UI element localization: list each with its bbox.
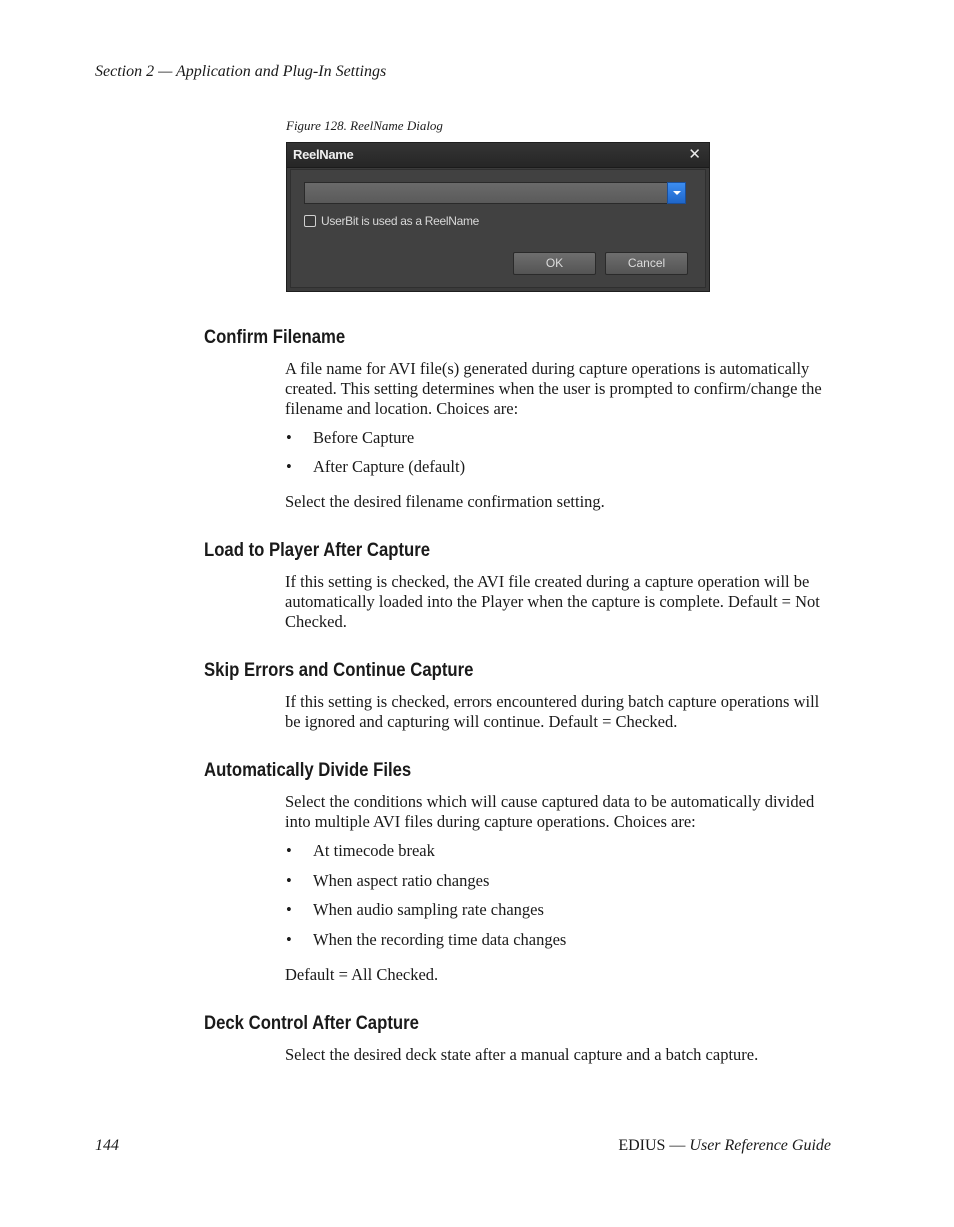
- dialog-title: ReelName: [293, 147, 354, 162]
- userbit-checkbox[interactable]: [304, 215, 316, 227]
- list-item: • After Capture (default): [286, 457, 466, 476]
- dropdown-button[interactable]: [667, 182, 686, 204]
- list-item: • Before Capture: [286, 428, 415, 447]
- heading-confirm-filename: Confirm Filename: [204, 327, 346, 348]
- dialog-body: [290, 169, 706, 288]
- list-item: • When aspect ratio changes: [286, 871, 490, 890]
- userbit-checkbox-row[interactable]: [304, 214, 479, 228]
- list-item: • When audio sampling rate changes: [286, 900, 544, 919]
- para-divide-files: Select the conditions which will cause captured data to be automatically divided into multiple AVI files during capture operations. Choices are:: [285, 792, 815, 831]
- running-header: Section 2 — Application and Plug-In Settings: [95, 63, 387, 80]
- list-item: • When the recording time data changes: [286, 930, 567, 949]
- para-skip-errors: If this setting is checked, errors encountered during batch capture operations will be ignored and capturing will continue. Default = Checked.: [285, 692, 820, 731]
- close-icon[interactable]: ✕: [688, 146, 701, 163]
- chevron-down-icon: [673, 191, 681, 195]
- para-confirm-filename: A file name for AVI file(s) generated during capture operations is automatically created. This setting determines when the user is prompted to confirm/change the filename and location. Choices are:: [285, 359, 822, 418]
- heading-deck-control: Deck Control After Capture: [204, 1013, 419, 1034]
- para-confirm-after: Select the desired filename confirmation setting.: [285, 492, 605, 511]
- running-footer: EDIUS — User Reference Guide: [618, 1137, 831, 1154]
- dialog-titlebar[interactable]: [287, 143, 709, 168]
- para-divide-after: Default = All Checked.: [285, 965, 439, 984]
- para-deck-control: Select the desired deck state after a manual capture and a batch capture.: [285, 1045, 759, 1064]
- heading-load-to-player: Load to Player After Capture: [204, 540, 431, 561]
- reelname-dialog: [286, 142, 710, 292]
- heading-divide-files: Automatically Divide Files: [204, 760, 412, 781]
- ok-button[interactable]: OK: [513, 252, 596, 275]
- reelname-combobox[interactable]: [304, 182, 686, 204]
- para-load-to-player: If this setting is checked, the AVI file created during a capture operation will be automatically loaded into the Player when the capture is complete. Default = Not Checked.: [285, 572, 820, 631]
- userbit-checkbox-label: UserBit is used as a ReelName: [321, 214, 480, 228]
- cancel-button[interactable]: Cancel: [605, 252, 688, 275]
- page-number: 144: [95, 1137, 119, 1154]
- heading-skip-errors: Skip Errors and Continue Capture: [204, 660, 474, 681]
- figure-caption: Figure 128. ReelName Dialog: [286, 118, 443, 133]
- list-item: • At timecode break: [286, 841, 435, 860]
